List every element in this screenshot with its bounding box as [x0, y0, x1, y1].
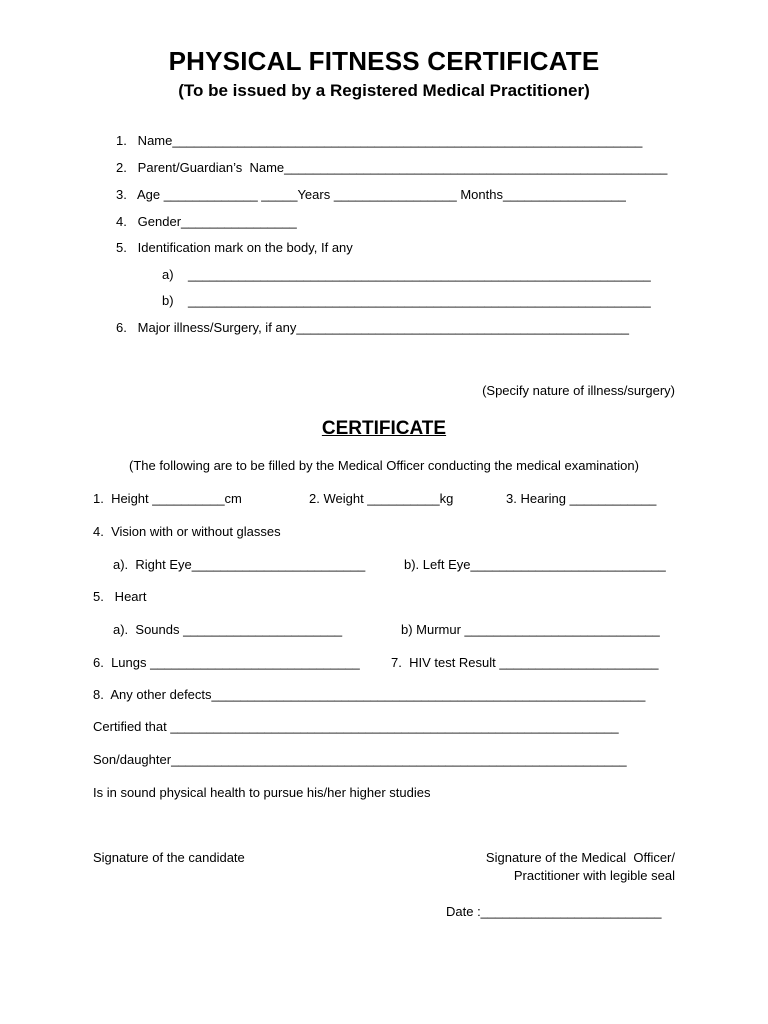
height-field[interactable]: 1. Height __________cm: [93, 491, 242, 506]
left-eye-field[interactable]: b). Left Eye___________________________: [404, 557, 666, 572]
identification-mark-b-field[interactable]: b) ________________________________________________________________: [162, 293, 651, 308]
officer-signature-label-line1: Signature of the Medical Officer/: [485, 850, 675, 865]
officer-signature-label-line2: Practitioner with legible seal: [513, 868, 675, 883]
candidate-signature-label: Signature of the candidate: [93, 850, 245, 865]
heart-murmur-field[interactable]: b) Murmur ___________________________: [401, 622, 660, 637]
page-subtitle: (To be issued by a Registered Medical Practitioner): [178, 81, 590, 100]
hearing-field[interactable]: 3. Hearing ____________: [506, 491, 657, 506]
right-eye-field[interactable]: a). Right Eye________________________: [113, 557, 366, 572]
identification-mark-a-field[interactable]: a) ________________________________________________________________: [162, 267, 651, 282]
name-field[interactable]: 1. Name_________________________________________________________________: [116, 133, 643, 148]
illness-note: (Specify nature of illness/surgery): [482, 383, 675, 398]
heart-label: 5. Heart: [93, 589, 147, 604]
certified-that-field[interactable]: Certified that ______________________________________________________________: [93, 719, 619, 734]
weight-field[interactable]: 2. Weight __________kg: [309, 491, 454, 506]
age-field[interactable]: 3. Age _____________ _____Years _________________ Months_________________: [116, 187, 626, 202]
parent-guardian-field[interactable]: 2. Parent/Guardian’s Name_____________________________________________________: [116, 160, 668, 175]
page-title: PHYSICAL FITNESS CERTIFICATE: [168, 46, 600, 76]
hiv-test-field[interactable]: 7. HIV test Result ______________________: [391, 655, 659, 670]
heart-sounds-field[interactable]: a). Sounds ______________________: [113, 622, 343, 637]
son-daughter-field[interactable]: Son/daughter_______________________________________________________________: [93, 752, 627, 767]
major-illness-field[interactable]: 6. Major illness/Surgery, if any______________________________________________: [116, 320, 629, 335]
certificate-heading: CERTIFICATE: [321, 418, 447, 439]
sound-health-statement: Is in sound physical health to pursue his/her higher studies: [93, 785, 431, 800]
lungs-field[interactable]: 6. Lungs _____________________________: [93, 655, 360, 670]
gender-field[interactable]: 4. Gender________________: [116, 214, 297, 229]
certificate-instruction: (The following are to be filled by the Medical Officer conducting the medical examination): [129, 458, 639, 473]
date-field[interactable]: Date :_________________________: [446, 904, 662, 919]
vision-label: 4. Vision with or without glasses: [93, 524, 281, 539]
other-defects-field[interactable]: 8. Any other defects____________________________________________________________: [93, 687, 646, 702]
identification-mark-label: 5. Identification mark on the body, If any: [116, 240, 353, 255]
